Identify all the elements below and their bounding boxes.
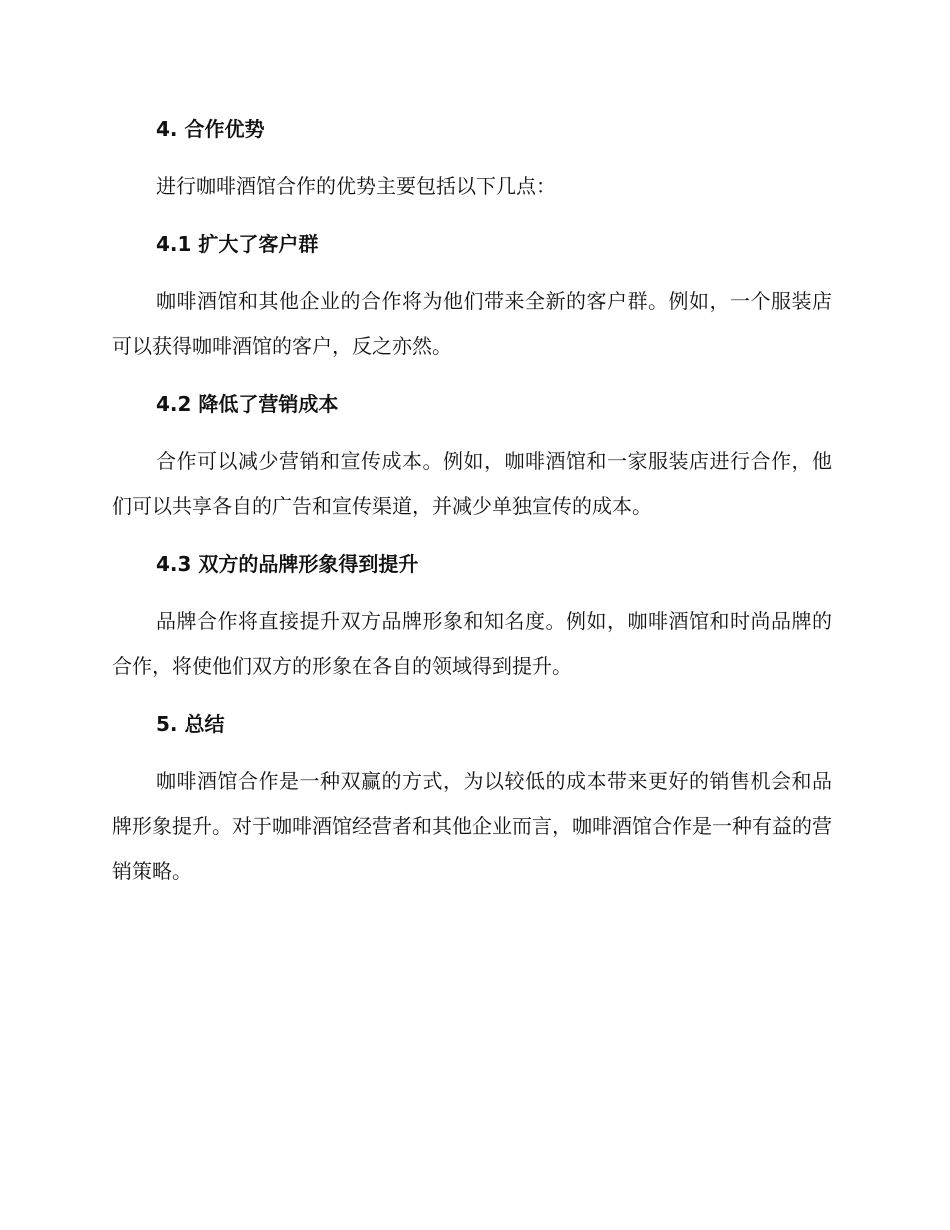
paragraph-4-3: 品牌合作将直接提升双方品牌形象和知名度。例如，咖啡酒馆和时尚品牌的合作，将使他们双方的形象在各自的领域得到提升。 bbox=[112, 609, 832, 678]
section-heading-4-2: 4.2 降低了营销成本 bbox=[156, 392, 339, 416]
section-heading-4-3: 4.3 双方的品牌形象得到提升 bbox=[156, 552, 419, 576]
intro-paragraph: 进行咖啡酒馆合作的优势主要包括以下几点： bbox=[156, 174, 556, 198]
document-page bbox=[112, 106, 832, 894]
summary-paragraph: 咖啡酒馆合作是一种双赢的方式，为以较低的成本带来更好的销售机会和品牌形象提升。对于咖啡酒馆经营者和其他企业而言，咖啡酒馆合作是一种有益的营销策略。 bbox=[112, 769, 832, 883]
paragraph-4-2: 合作可以减少营销和宣传成本。例如，咖啡酒馆和一家服装店进行合作，他们可以共享各自的广告和宣传渠道，并减少单独宣传的成本。 bbox=[112, 449, 832, 518]
section-heading-4-1: 4.1 扩大了客户群 bbox=[156, 232, 319, 256]
paragraph-4-1: 咖啡酒馆和其他企业的合作将为他们带来全新的客户群。例如，一个服装店可以获得咖啡酒馆的客户，反之亦然。 bbox=[112, 289, 832, 358]
section-heading-5: 5. 总结 bbox=[156, 712, 225, 736]
section-heading-4: 4. 合作优势 bbox=[156, 117, 265, 141]
